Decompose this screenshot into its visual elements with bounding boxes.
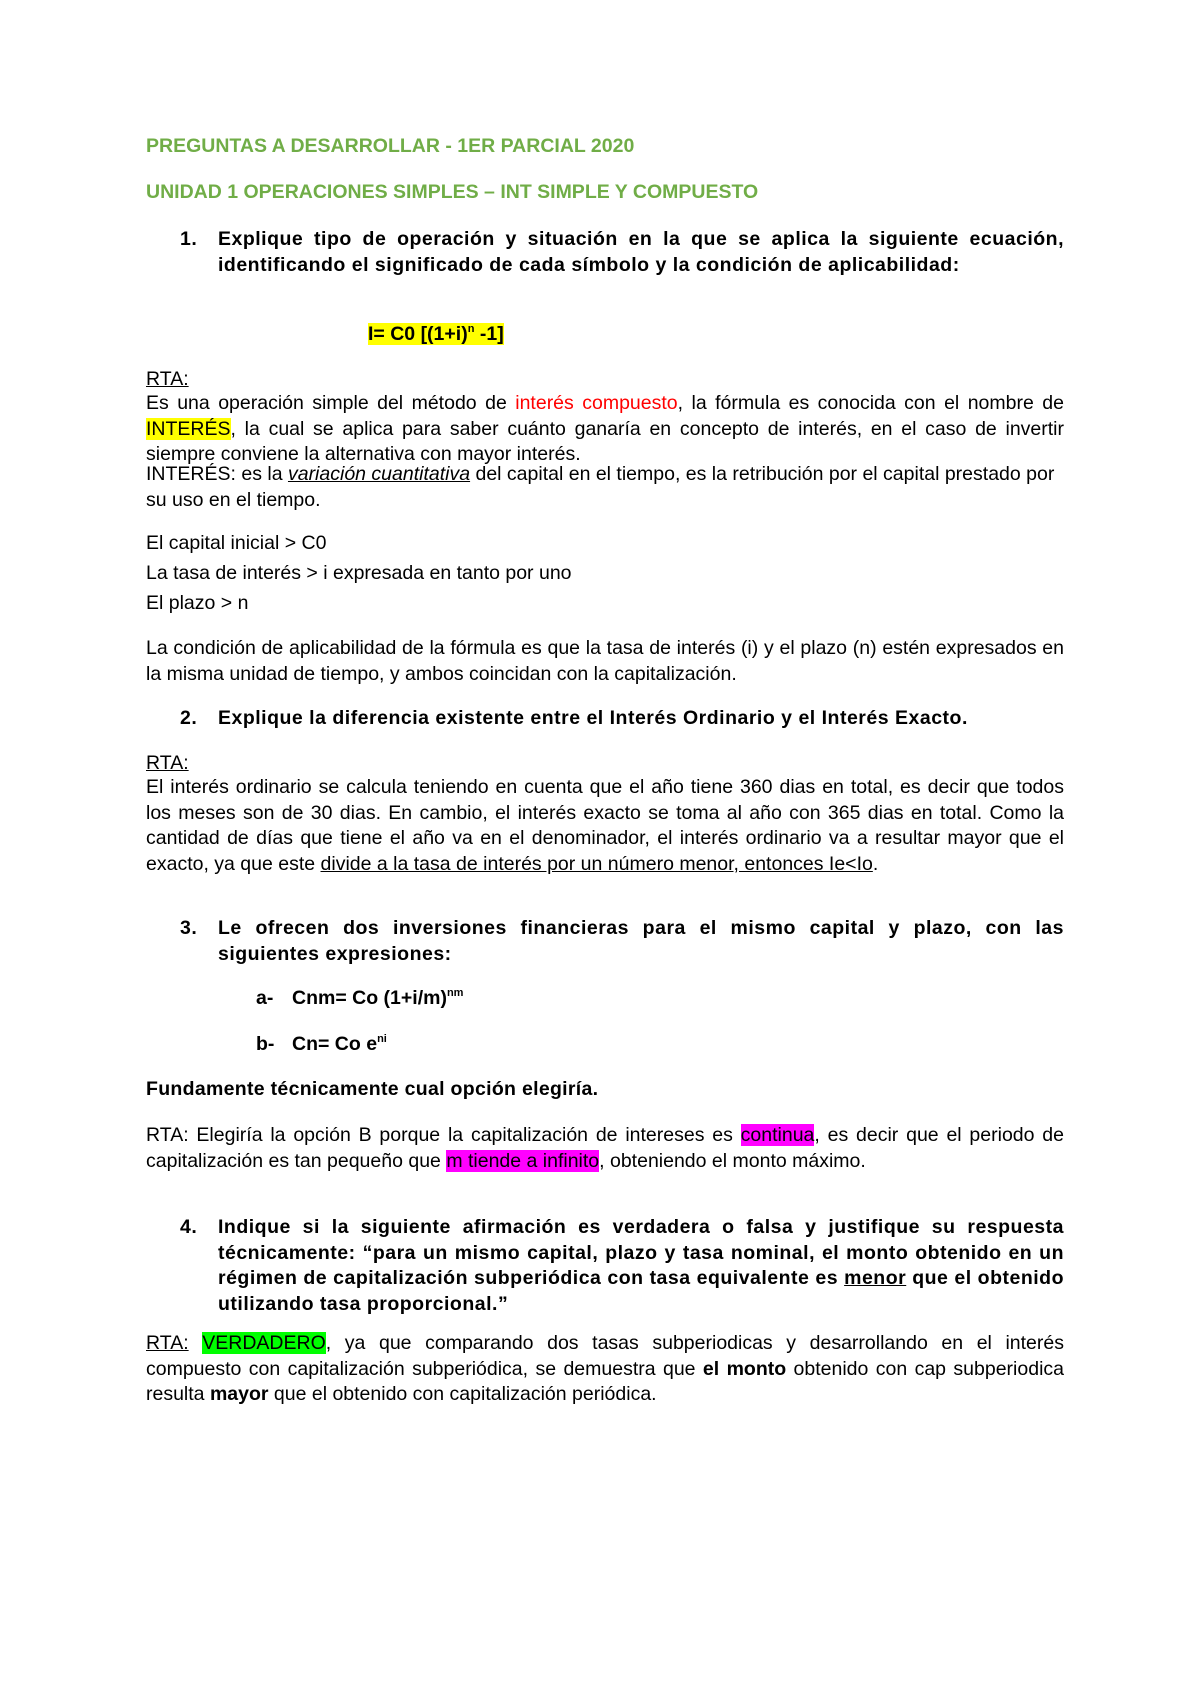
text-span: Indique si la siguiente afirmación es verdadera o falsa y justifique su respuesta técnicamente: “para un mismo capital, plazo y tasa nominal, el monto obtenido en un régimen de capitalización subperiódica con tasa equivalente es — [218, 1216, 1064, 1289]
text-span: , obteniendo el monto máximo. — [599, 1149, 866, 1172]
emphasis-underline: menor — [844, 1267, 907, 1289]
option-a — [256, 985, 463, 1011]
text-span: obtenido con cap subperiodica resulta — [146, 1357, 1064, 1405]
answer-label — [146, 751, 1064, 777]
answer-2-paragraph — [146, 775, 1064, 877]
question-2 — [180, 706, 1064, 732]
text-span: que el obtenido con capitalización periódica. — [268, 1383, 657, 1405]
highlight-yellow: INTERÉS — [146, 417, 231, 440]
emphasis-underline: divide a la tasa de interés por un número menor, entonces Ie<Io — [320, 852, 873, 875]
text-span: que el obtenido utilizando tasa proporcional.” — [218, 1267, 1064, 1315]
emphasis-italic-underline: variación cuantitativa — [287, 463, 471, 485]
emphasis-bold: mayor — [209, 1383, 269, 1405]
option-formula: Cnm= Co (1+i/m) — [292, 987, 447, 1009]
formula-highlight — [368, 323, 504, 345]
formula-main: I= C0 [(1+i) — [368, 323, 468, 345]
option-b — [256, 1031, 387, 1057]
text-span: INTERÉS: es la — [146, 463, 288, 485]
question-1 — [180, 227, 1064, 278]
text-span: . — [872, 852, 879, 875]
question-number: 4. — [180, 1216, 198, 1238]
highlight-magenta: continua — [740, 1124, 815, 1146]
text-span: El interés ordinario se calcula teniendo en cuenta que el año tiene 360 dias en total, es decir que todos los meses son de 30 dias. En cambio, el interés exacto se toma al año con 365 dias en total. Como la cantidad de días que tiene el año va en el denominador, el interés ordinario va a resultar mayor que el exacto, ya que este — [146, 776, 1064, 875]
symbol-rate: La tasa de interés > i expresada en tanto por uno — [146, 562, 572, 584]
question-3 — [180, 916, 1064, 967]
rta-label: RTA: — [146, 1332, 189, 1354]
text-span: RTA: Elegiría la opción B porque la capitalización de intereses es — [146, 1124, 741, 1146]
option-exponent: ni — [377, 1033, 387, 1045]
question-number: 1. — [180, 228, 198, 250]
page-title: PREGUNTAS A DESARROLLAR - 1ER PARCIAL 2020 — [146, 135, 635, 157]
option-label: b- — [256, 1033, 275, 1055]
answer-4-paragraph — [146, 1331, 1064, 1408]
text-span: , la fórmula es conocida con el nombre de — [677, 392, 1064, 414]
text-span: , es decir que el periodo de capitalización es tan pequeño que — [146, 1124, 1064, 1172]
answer-1-definition — [146, 462, 1064, 513]
highlight-magenta: m tiende a infinito — [446, 1149, 600, 1172]
unit-title: UNIDAD 1 OPERACIONES SIMPLES – INT SIMPLE Y COMPUESTO — [146, 181, 759, 203]
question-number: 3. — [180, 917, 198, 939]
answer-1-paragraph — [146, 391, 1064, 468]
symbol-capital: El capital inicial > C0 — [146, 532, 327, 554]
formula-end: -1] — [474, 323, 504, 345]
option-exponent: nm — [446, 987, 464, 999]
question-4 — [180, 1215, 1064, 1317]
question-text — [180, 1215, 1064, 1317]
option-formula: Cn= Co e — [292, 1033, 378, 1055]
question-3-instruction: Fundamente técnicamente cual opción elegiría. — [146, 1078, 599, 1100]
formula-interest — [368, 321, 504, 347]
rta-label: RTA: — [146, 368, 189, 390]
option-label: a- — [256, 987, 274, 1009]
question-text: Explique tipo de operación y situación en la que se aplica la siguiente ecuación, identificando el significado de cada símbolo y la condición de aplicabilidad: — [218, 228, 1064, 276]
question-text: Le ofrecen dos inversiones financieras para el mismo capital y plazo, con las siguientes expresiones: — [218, 917, 1064, 965]
text-span: , la cual se aplica para saber cuánto ganaría en concepto de interés, en el caso de invertir siempre conviene la alternativa con mayor interés. — [146, 417, 1064, 465]
emphasis-red: interés compuesto — [515, 392, 678, 414]
symbol-term: El plazo > n — [146, 592, 249, 614]
formula-exponent: n — [467, 323, 475, 335]
text-span: del capital en el tiempo, es la retribución por el capital prestado por su uso en el tiempo. — [146, 463, 1055, 511]
text-span: Es una operación simple del método de — [146, 392, 516, 414]
answer-1-condition: La condición de aplicabilidad de la fórmula es que la tasa de interés (i) y el plazo (n) estén expresados en la misma unidad de tiempo, y ambos coincidan con la capitalización. — [146, 637, 1064, 685]
text-span: , ya que comparando dos tasas subperiodicas y desarrollando en el interés compuesto con capitalización subperiódica, se demuestra que — [146, 1332, 1064, 1380]
verdict-badge: VERDADERO — [202, 1332, 326, 1354]
answer-label — [146, 367, 1064, 393]
question-text: Explique la diferencia existente entre el Interés Ordinario y el Interés Exacto. — [218, 707, 968, 729]
answer-3-paragraph — [146, 1123, 1064, 1174]
question-number: 2. — [180, 707, 198, 729]
emphasis-bold: el monto — [702, 1357, 787, 1380]
rta-label: RTA: — [146, 752, 189, 774]
